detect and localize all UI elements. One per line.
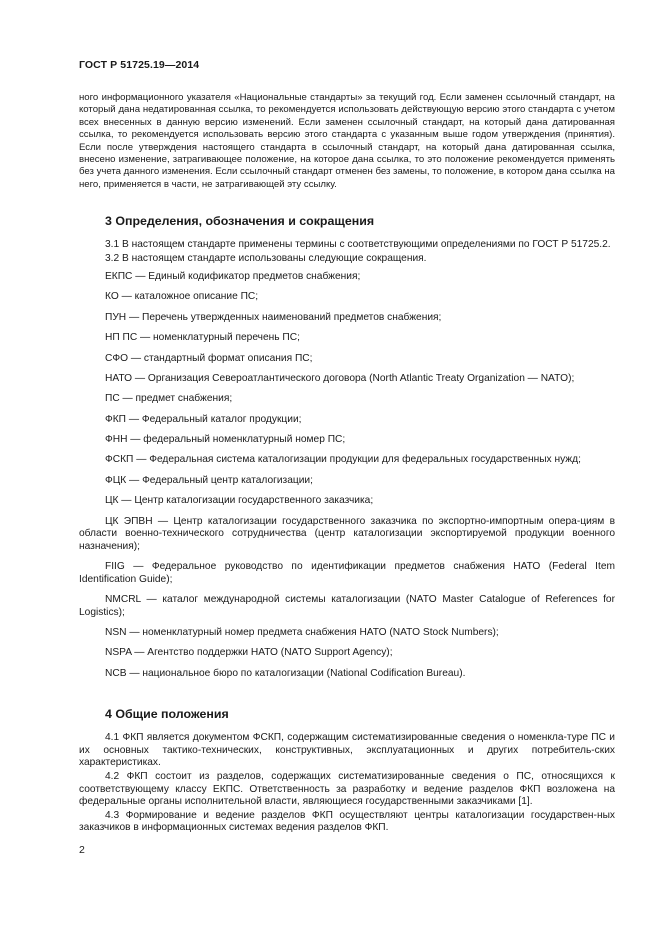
abbreviation-item: ЦК ЭПВН — Центр каталогизации государственного заказчика по экспортно-импортным опера-циям в области военно-технического сотрудничества (центр каталогизации экспортируемой продукции военного назначения); <box>79 515 615 552</box>
abbreviation-item: NSPA — Агентство поддержки НАТО (NATO Support Agency); <box>105 647 393 659</box>
clause-4-2: 4.2 ФКП состоит из разделов, содержащих систематизированные сведения о ПС, относящихся к соответствующему классу ЕКПС. Ответственность за разработку и ведение разделов ФКП возложена на федеральные органы исполнительной власти, являющиеся государственными заказчиками [1]. <box>79 770 615 808</box>
abbreviation-item: NSN — номенклатурный номер предмета снабжения НАТО (NATO Stock Numbers); <box>105 627 499 638</box>
abbreviation-list <box>79 267 615 684</box>
document-header: ГОСТ Р 51725.19—2014 <box>79 59 200 71</box>
clause-4-1: 4.1 ФКП является документом ФСКП, содержащим систематизированные сведения о номенкла-туре ПС и их основных тактико-технических, конструктивных, эксплуатационных и других потребитель-ских характеристиках. <box>79 731 615 769</box>
abbreviation-item: NMCRL — каталог международной системы каталогизации (NATO Master Catalogue of References for Logistics); <box>79 594 615 618</box>
abbreviation-item: НАТО — Организация Североатлантического договора (North Atlantic Treaty Organization — NATO); <box>105 372 575 384</box>
abbreviation-item: КО — каталожное описание ПС; <box>105 291 259 303</box>
abbreviation-item: ЕКПС — Единый кодификатор предметов снабжения; <box>105 271 361 282</box>
abbreviation-item: ФНН — федеральный номенклатурный номер ПС; <box>105 434 346 445</box>
page-number: 2 <box>79 844 85 856</box>
section-4-heading: 4 Общие положения <box>105 706 229 721</box>
section-3-heading: 3 Определения, обозначения и сокращения <box>105 214 375 229</box>
abbreviation-item: ФСКП — Федеральная система каталогизации продукции для федеральных государственных нужд; <box>105 454 581 466</box>
abbreviation-item: ЦК — Центр каталогизации государственного заказчика; <box>105 495 374 507</box>
abbreviation-item: НП ПС — номенклатурный перечень ПС; <box>105 332 300 344</box>
clause-3-1: 3.1 В настоящем стандарте применены термины с соответствующими определениями по ГОСТ Р 51725.2. <box>105 239 611 251</box>
intro-paragraph: ного информационного указателя «Национальные стандарты» за текущий год. Если заменен ссылочный стандарт, на который дана недатированная ссылка, то рекомендуется использовать действующую версию этого стандарта с учетом всех внесенных в данную версию изменений. Если заменен ссылочный стандарт, на который дана датированная ссылка, то рекомендуется использовать версию этого стандарта с указанным выше годом утверждения (принятия). Если после утверждения настоящего стандарта в ссылочный стандарт, на который дана датированная ссылка, внесено изменение, затрагивающее положение, на которое дана ссылка, то это положение рекомендуется применять без учета данного изменения. Если ссылочный стандарт отменен без замены, то положение, в котором дана ссылка на него, применяется в части, не затрагивающей эту ссылку. <box>79 92 615 190</box>
clause-3-2: 3.2 В настоящем стандарте использованы следующие сокращения. <box>105 253 427 265</box>
abbreviation-item: ПС — предмет снабжения; <box>105 393 233 405</box>
abbreviation-item: ФКП — Федеральный каталог продукции; <box>105 413 302 425</box>
abbreviation-item: ПУН — Перечень утвержденных наименований предметов снабжения; <box>105 311 442 323</box>
clause-4-3: 4.3 Формирование и ведение разделов ФКП осуществляют центры каталогизации государствен-ных заказчиков в информационных системах ведения разделов ФКП. <box>79 809 615 834</box>
abbreviation-item: NCB — национальное бюро по каталогизации (National Codification Bureau). <box>105 667 466 679</box>
abbreviation-item: FIIG — Федеральное руководство по идентификации предметов снабжения НАТО (Federal Item Identification Guide); <box>79 561 615 585</box>
abbreviation-item: ФЦК — Федеральный центр каталогизации; <box>105 474 313 486</box>
abbreviation-item: СФО — стандартный формат описания ПС; <box>105 352 313 364</box>
page-body <box>79 92 615 836</box>
